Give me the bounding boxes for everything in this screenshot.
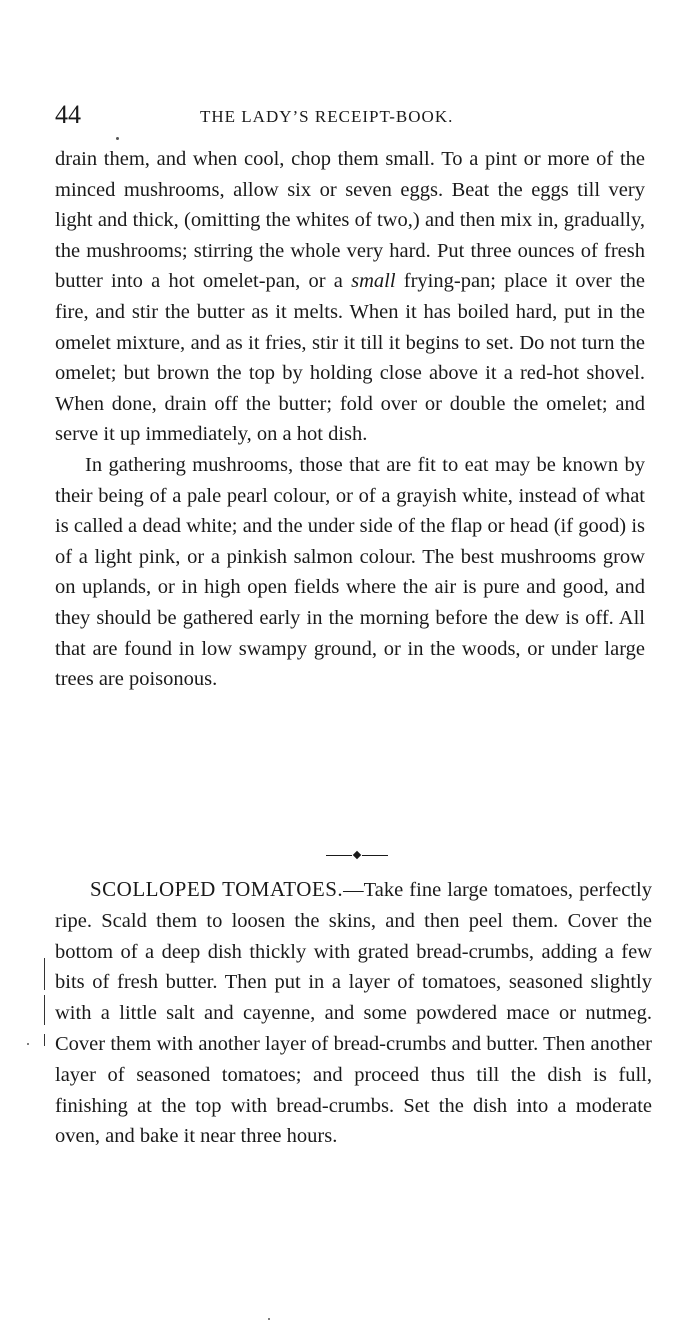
running-title: THE LADY’S RECEIPT-BOOK. bbox=[200, 107, 454, 126]
recipe-text: —Take fine large tomatoes, perfectly ripe. Scald them to loosen the skins, and then peel them. Cover the bottom of a deep dish thickly with grated bread-crumbs, adding a few bits of fresh butter. Then put in a layer of tomatoes, seasoned slightly with a little salt and cayenne, and some powdered mace or nutmeg. Cover them with another layer of bread-crumbs and butter. Then another layer of seasoned tomatoes; and proceed thus till the dish is full, finishing at the top with bread-crumbs. Set the dish into a moderate oven, and bake it near three hours. bbox=[55, 879, 652, 1148]
margin-mark bbox=[44, 1034, 45, 1046]
divider-rule-left bbox=[326, 855, 352, 856]
divider-rule-right bbox=[362, 855, 388, 856]
margin-mark bbox=[44, 995, 45, 1025]
recipe-paragraph bbox=[55, 874, 652, 1152]
divider-diamond-icon bbox=[353, 851, 361, 859]
omelet-paragraph bbox=[55, 144, 645, 450]
body-text bbox=[55, 144, 645, 695]
margin-mark bbox=[44, 958, 45, 990]
recipe-scolloped-tomatoes bbox=[55, 874, 652, 1152]
running-head bbox=[55, 100, 655, 140]
omelet-text-end: frying-pan; place it over the fire, and stir the butter as it melts. When it has boiled hard, put in the omelet mixture, and as it fries, stir it till it begins to set. Do not turn the omelet; but brown the top by holding close above it a red-hot shovel. When done, drain off the butter; fold over or double the omelet; and serve it up immediately, on a hot dish. bbox=[55, 270, 646, 446]
mushroom-paragraph: In gathering mushrooms, those that are fit to eat may be known by their being of a pale pearl colour, or of a grayish white, instead of what is called a dead white; and the under side of the flap or head (if good) is of a light pink, or a pinkish salmon colour. The best mushrooms grow on uplands, or in high open fields where the air is pure and good, and they should be gathered early in the morning before the dew is off. All that are found in low swampy ground, or in the woods, or under large trees are poisonous. bbox=[55, 453, 645, 691]
omelet-text-start: drain them, and when cool, chop them small. To a pint or more of the minced mushrooms, allow six or seven eggs. Beat the eggs till very light and thick, (omitting the whites of two,) and then mix in, gradually, the mushrooms; stirring the whole very hard. Put three ounces of fresh butter into a hot omelet-pan, or a bbox=[55, 148, 645, 293]
ink-speck bbox=[27, 1043, 29, 1045]
emphasis-small: small bbox=[351, 270, 396, 293]
ink-speck bbox=[116, 137, 119, 140]
ink-speck bbox=[268, 1318, 270, 1320]
section-divider bbox=[326, 852, 388, 860]
recipe-title: SCOLLOPED TOMATOES. bbox=[90, 877, 344, 901]
page-number: 44 bbox=[55, 100, 81, 129]
